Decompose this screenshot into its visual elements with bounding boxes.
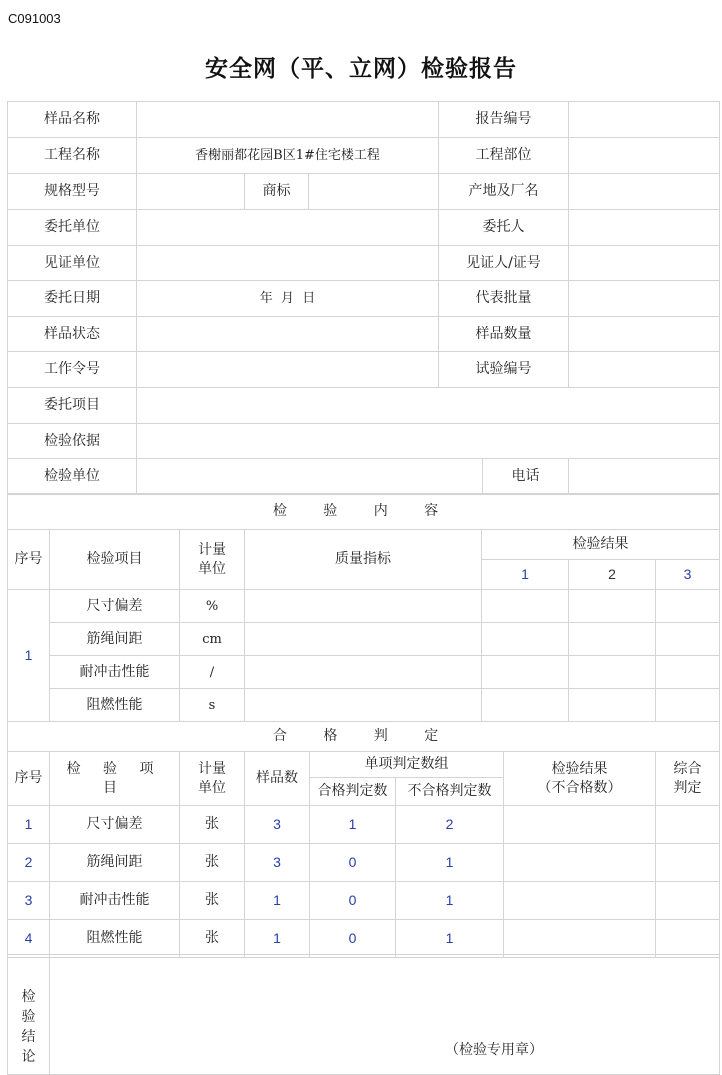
content-unit: % bbox=[180, 590, 245, 623]
result-cell bbox=[569, 656, 656, 689]
conclusion-char: 论 bbox=[21, 1049, 36, 1065]
content-group-seq: 1 bbox=[8, 590, 50, 722]
judge-result-header bbox=[504, 752, 656, 806]
judge-seq: 3 bbox=[8, 882, 50, 920]
project-name-value: 香榭丽都花园B区1#住宅楼工程 bbox=[137, 138, 439, 174]
judge-fail: 2 bbox=[396, 806, 504, 844]
content-table bbox=[7, 493, 720, 722]
result-cell bbox=[569, 590, 656, 623]
test-no-label: 试验编号 bbox=[439, 352, 569, 388]
sample-name-value bbox=[137, 102, 439, 138]
conclusion-table bbox=[7, 954, 720, 1075]
table-row bbox=[8, 920, 720, 958]
table-row bbox=[8, 882, 720, 920]
judge-pass: 0 bbox=[310, 882, 396, 920]
conclusion-content bbox=[50, 955, 720, 1075]
project-part-value bbox=[569, 138, 720, 174]
brand-label: 商标 bbox=[245, 174, 309, 210]
judge-fail: 1 bbox=[396, 882, 504, 920]
content-unit: / bbox=[180, 656, 245, 689]
witness-label: 见证人/证号 bbox=[439, 246, 569, 281]
result-col-2: 2 bbox=[569, 560, 656, 590]
judge-item: 筋绳间距 bbox=[50, 844, 180, 882]
result-cell bbox=[569, 689, 656, 722]
judge-unit: 张 bbox=[180, 882, 245, 920]
judge-item: 尺寸偏差 bbox=[50, 806, 180, 844]
judge-item: 阻燃性能 bbox=[50, 920, 180, 958]
project-name-label: 工程名称 bbox=[8, 138, 137, 174]
quality-index-header: 质量指标 bbox=[245, 530, 482, 590]
content-unit: cm bbox=[180, 623, 245, 656]
client-date-label: 委托日期 bbox=[8, 281, 137, 317]
test-no-value bbox=[569, 352, 720, 388]
origin-value bbox=[569, 174, 720, 210]
test-unit-label: 检验单位 bbox=[8, 459, 137, 495]
quality-index-cell bbox=[245, 590, 482, 623]
overall-judge-cell bbox=[656, 920, 720, 958]
result-header: 检验结果 bbox=[482, 530, 720, 560]
client-unit-value bbox=[137, 210, 439, 246]
content-item: 尺寸偏差 bbox=[50, 590, 180, 623]
test-unit-value bbox=[137, 459, 483, 495]
result-cell bbox=[482, 656, 569, 689]
report-title: 安全网（平、立网）检验报告 bbox=[205, 56, 517, 82]
sample-state-label: 样品状态 bbox=[8, 317, 137, 352]
origin-label: 产地及厂名 bbox=[439, 174, 569, 210]
judge-count: 1 bbox=[245, 920, 310, 958]
batch-label: 代表批量 bbox=[439, 281, 569, 317]
judge-fail: 1 bbox=[396, 920, 504, 958]
sample-qty-label: 样品数量 bbox=[439, 317, 569, 352]
inspection-stamp: （检验专用章） bbox=[445, 1042, 543, 1058]
judge-unit: 张 bbox=[180, 920, 245, 958]
result-cell bbox=[482, 590, 569, 623]
judge-unit: 张 bbox=[180, 806, 245, 844]
judge-seq: 1 bbox=[8, 806, 50, 844]
sample-name-label: 样品名称 bbox=[8, 102, 137, 138]
judge-pass: 1 bbox=[310, 806, 396, 844]
judge-result-cell bbox=[504, 806, 656, 844]
pass-count-header: 合格判定数 bbox=[310, 778, 396, 806]
quality-index-cell bbox=[245, 656, 482, 689]
result-cell bbox=[482, 689, 569, 722]
client-item-label: 委托项目 bbox=[8, 388, 137, 424]
judge-result-header-line1: 检验结果 bbox=[551, 760, 608, 777]
content-item: 筋绳间距 bbox=[50, 623, 180, 656]
judge-result-cell bbox=[504, 844, 656, 882]
witness-unit-value bbox=[137, 246, 439, 281]
spec-value bbox=[137, 174, 245, 210]
judge-pass: 0 bbox=[310, 920, 396, 958]
result-cell bbox=[482, 623, 569, 656]
witness-unit-label: 见证单位 bbox=[8, 246, 137, 281]
project-part-label: 工程部位 bbox=[439, 138, 569, 174]
judge-result-cell bbox=[504, 882, 656, 920]
report-no-value bbox=[569, 102, 720, 138]
overall-judge-cell bbox=[656, 844, 720, 882]
basis-value bbox=[137, 424, 720, 459]
judge-seq: 2 bbox=[8, 844, 50, 882]
sample-qty-value bbox=[569, 317, 720, 352]
judge-fail: 1 bbox=[396, 844, 504, 882]
witness-value bbox=[569, 246, 720, 281]
conclusion-char: 结 bbox=[21, 1029, 36, 1045]
client-item-value bbox=[137, 388, 720, 424]
content-item: 阻燃性能 bbox=[50, 689, 180, 722]
fail-count-header: 不合格判定数 bbox=[396, 778, 504, 806]
content-unit-header: 计量单位 bbox=[180, 530, 245, 590]
overall-judge-cell bbox=[656, 806, 720, 844]
content-section-title: 检 验 内 容 bbox=[8, 494, 720, 530]
result-cell bbox=[656, 623, 720, 656]
sample-state-value bbox=[137, 317, 439, 352]
judge-result-cell bbox=[504, 920, 656, 958]
client-unit-label: 委托单位 bbox=[8, 210, 137, 246]
info-table bbox=[7, 101, 720, 495]
client-label: 委托人 bbox=[439, 210, 569, 246]
result-cell bbox=[569, 623, 656, 656]
conclusion-label bbox=[8, 955, 50, 1075]
result-cell bbox=[656, 656, 720, 689]
judge-table bbox=[7, 721, 720, 958]
work-order-label: 工作令号 bbox=[8, 352, 137, 388]
single-judge-header: 单项判定数组 bbox=[310, 752, 504, 778]
judge-count: 3 bbox=[245, 806, 310, 844]
phone-label: 电话 bbox=[483, 459, 569, 495]
result-col-3: 3 bbox=[656, 560, 720, 590]
content-unit: s bbox=[180, 689, 245, 722]
conclusion-char: 验 bbox=[21, 1009, 36, 1025]
judge-count: 1 bbox=[245, 882, 310, 920]
spec-label: 规格型号 bbox=[8, 174, 137, 210]
table-row bbox=[8, 806, 720, 844]
judge-item: 耐冲击性能 bbox=[50, 882, 180, 920]
table-row bbox=[8, 844, 720, 882]
result-cell bbox=[656, 590, 720, 623]
brand-value bbox=[309, 174, 439, 210]
phone-value bbox=[569, 459, 720, 495]
judge-seq-header: 序号 bbox=[8, 752, 50, 806]
content-item: 耐冲击性能 bbox=[50, 656, 180, 689]
sample-count-header: 样品数 bbox=[245, 752, 310, 806]
judge-pass: 0 bbox=[310, 844, 396, 882]
content-seq-header: 序号 bbox=[8, 530, 50, 590]
judge-unit: 张 bbox=[180, 844, 245, 882]
overall-judge-header: 综合判定 bbox=[656, 752, 720, 806]
quality-index-cell bbox=[245, 689, 482, 722]
judge-item-header: 检 验 项 目 bbox=[50, 752, 180, 806]
judge-unit-header: 计量单位 bbox=[180, 752, 245, 806]
result-cell bbox=[656, 689, 720, 722]
conclusion-char: 检 bbox=[21, 989, 36, 1005]
quality-index-cell bbox=[245, 623, 482, 656]
client-date-value: 年 月 日 bbox=[137, 281, 439, 317]
batch-value bbox=[569, 281, 720, 317]
judge-result-header-line2: （不合格数） bbox=[537, 779, 622, 796]
overall-judge-cell bbox=[656, 882, 720, 920]
report-no-label: 报告编号 bbox=[439, 102, 569, 138]
work-order-value bbox=[137, 352, 439, 388]
content-item-header: 检验项目 bbox=[50, 530, 180, 590]
result-col-1: 1 bbox=[482, 560, 569, 590]
judge-section-title: 合 格 判 定 bbox=[8, 722, 720, 752]
judge-count: 3 bbox=[245, 844, 310, 882]
document-code: C091003 bbox=[8, 11, 61, 26]
basis-label: 检验依据 bbox=[8, 424, 137, 459]
client-value bbox=[569, 210, 720, 246]
judge-seq: 4 bbox=[8, 920, 50, 958]
